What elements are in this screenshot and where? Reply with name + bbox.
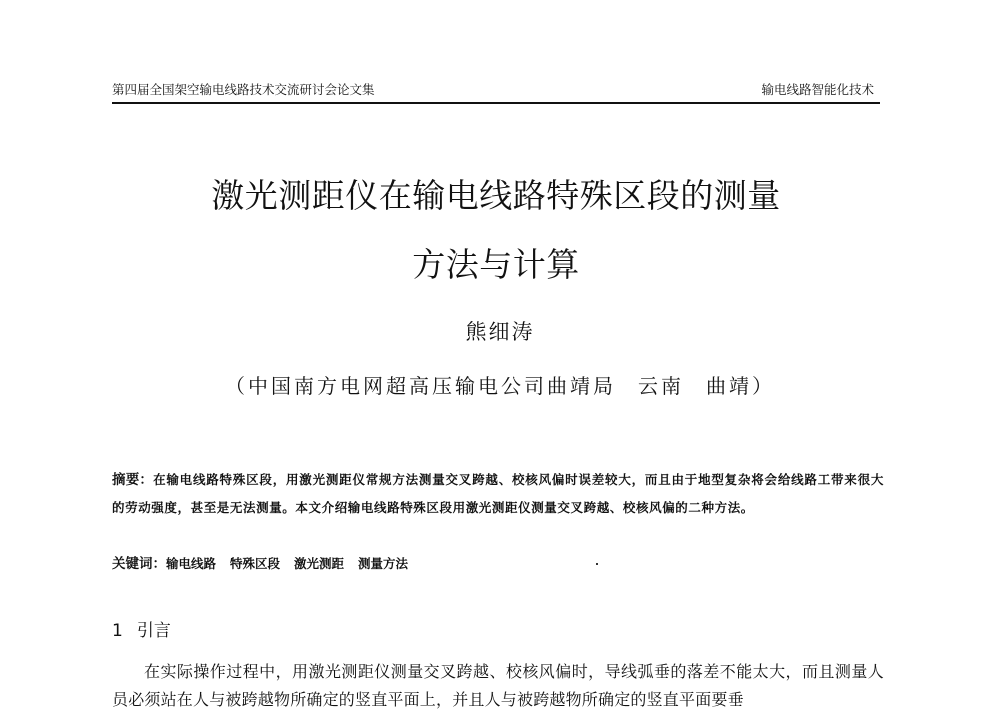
keyword-item: 特殊区段: [230, 556, 281, 571]
keyword-item: 测量方法: [358, 556, 409, 571]
body-paragraph: 在实际操作过程中，用激光测距仪测量交叉跨越、校核风偏时，导线弧垂的落差不能太大，而且测量人员必须站在人与被跨越物所确定的竖直平面上，并且人与被跨越物所确定的竖直平面要垂: [112, 662, 884, 709]
running-header: [112, 80, 880, 104]
author-affiliation: [0, 372, 1000, 400]
affiliation-org: （中国南方电网超高压输电公司曲靖局: [225, 374, 616, 398]
abstract: [112, 466, 884, 521]
keyword-item: 激光测距: [294, 556, 345, 571]
section-heading-introduction: [112, 620, 171, 642]
affiliation-city: 曲靖）: [706, 374, 775, 398]
scan-speck: [596, 563, 598, 565]
paper-title-line-1: 激光测距仪在输电线路特殊区段的测量: [211, 176, 781, 215]
abstract-label: 摘要：: [112, 472, 154, 488]
author-name: 熊细涛: [465, 320, 535, 344]
section-title: 引言: [136, 621, 171, 641]
keywords-label: 关键词：: [112, 556, 166, 572]
abstract-text: 在输电线路特殊区段，用激光测距仪常规方法测量交叉跨越、校核风偏时误差较大，而且由于地型复杂将会给线路工带来很大的劳动强度，甚至是无法测量。本文介绍输电线路特殊区段用激光测距仪测量交叉跨越、校核风偏的二种方法。: [112, 472, 884, 515]
paper-title-line-2: 方法与计算: [412, 245, 580, 284]
affiliation-province: 云南: [638, 374, 684, 398]
proceedings-title: 第四届全国架空输电线路技术交流研讨会论文集: [112, 82, 375, 97]
section-category: 输电线路智能化技术: [761, 82, 874, 97]
section-number: 1: [112, 621, 123, 641]
keyword-item: 输电线路: [166, 556, 217, 571]
keywords: [112, 553, 884, 575]
